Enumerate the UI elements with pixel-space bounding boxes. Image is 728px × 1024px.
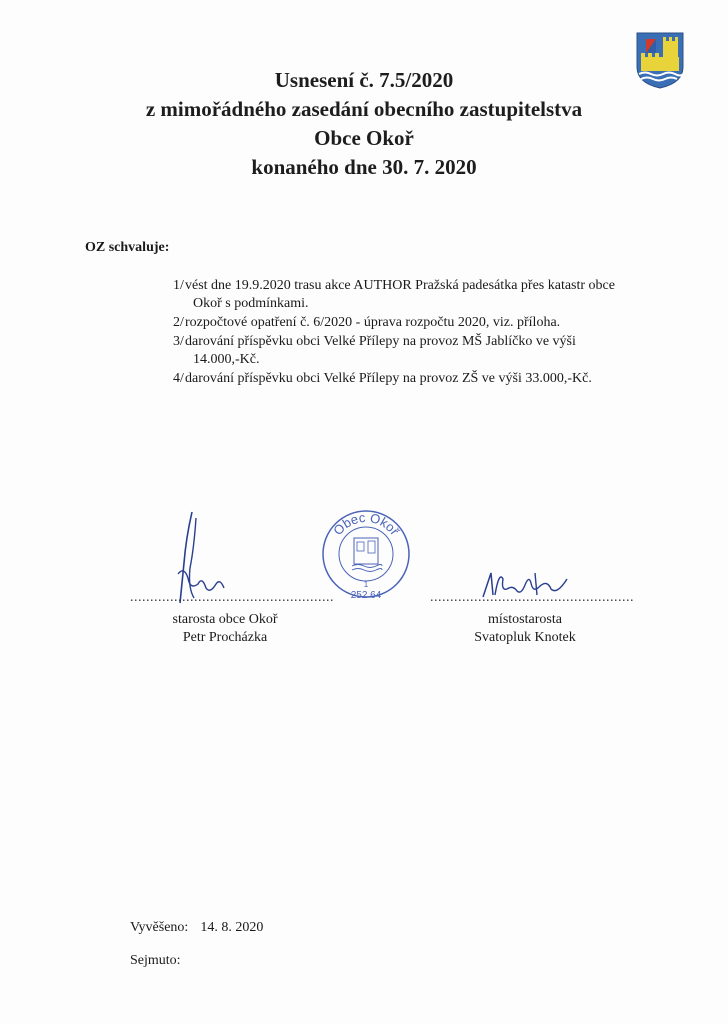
list-item — [173, 314, 623, 332]
removed-label: Sejmuto: — [130, 953, 181, 968]
posted-date-row — [130, 920, 263, 936]
item-text: darování příspěvku obci Velké Přílepy na provoz ZŠ ve výši 33.000,-Kč. — [185, 371, 592, 386]
signature-line-left: ................................................... — [130, 590, 334, 605]
removed-date-row — [130, 953, 181, 969]
mayor-name: Petr Procházka — [182, 630, 268, 645]
stamp-ring-text: Obec Okoř — [330, 509, 403, 539]
title-line-1: Usnesení č. 7.5/2020 — [274, 68, 454, 92]
deputy-mayor-role: místostarosta — [488, 612, 562, 627]
deputy-mayor-name: Svatopluk Knotek — [474, 630, 576, 645]
title-line-4: konaného dne 30. 7. 2020 — [251, 155, 477, 179]
title-line-3: Obce Okoř — [314, 126, 414, 150]
mayor-block — [140, 611, 310, 647]
item-number: 3/ — [173, 334, 184, 349]
posted-date: 14. 8. 2020 — [200, 920, 264, 935]
stamp-postcode: 252 64 — [350, 590, 382, 600]
list-item — [173, 370, 623, 388]
resolution-title — [0, 66, 728, 182]
item-number: 2/ — [173, 315, 184, 330]
stamp-number: 1 — [363, 580, 369, 589]
list-item — [173, 333, 623, 369]
item-text: darování příspěvku obci Velké Přílepy na provoz MŠ Jablíčko ve výši 14.000,-Kč. — [185, 334, 576, 367]
mayor-role: starosta obce Okoř — [172, 612, 278, 627]
item-text: vést dne 19.9.2020 trasu akce AUTHOR Pražská padesátka přes katastr obce Okoř s podmínkami. — [185, 278, 615, 311]
approval-label: OZ schvaluje: — [85, 240, 170, 255]
item-text: rozpočtové opatření č. 6/2020 - úprava rozpočtu 2020, viz. příloha. — [185, 315, 561, 330]
title-line-2: z mimořádného zasedání obecního zastupitelstva — [145, 97, 583, 121]
municipal-stamp — [320, 508, 412, 600]
posted-label: Vyvěšeno: — [130, 920, 189, 935]
item-number: 1/ — [173, 278, 184, 293]
deputy-mayor-block — [440, 611, 610, 647]
list-item — [173, 277, 623, 313]
approved-items-list — [173, 277, 623, 389]
item-number: 4/ — [173, 371, 184, 386]
signature-line-right: ................................................... — [430, 590, 634, 605]
